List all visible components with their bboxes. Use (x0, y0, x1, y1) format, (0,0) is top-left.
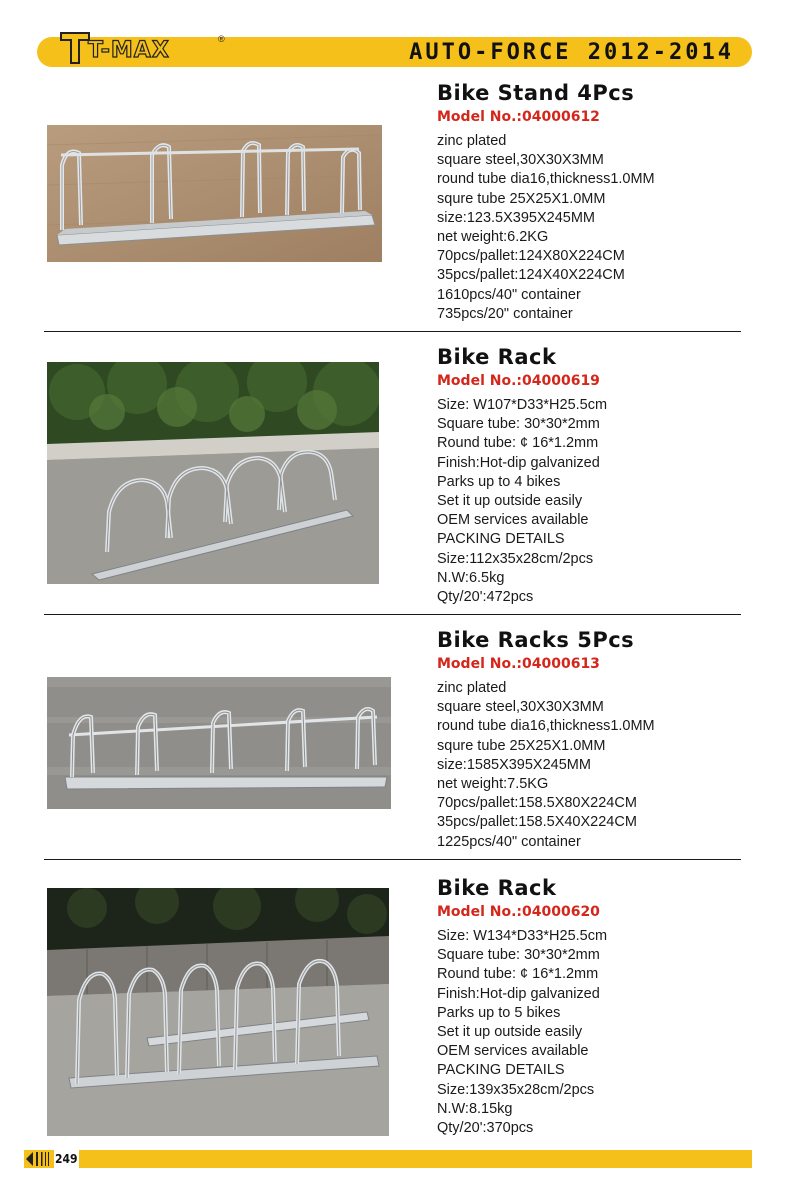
product-section (44, 80, 741, 325)
section-divider (44, 614, 741, 615)
spec-line: OEM services available (437, 512, 589, 529)
spec-line: squre tube 25X25X1.0MM (437, 737, 606, 754)
spec-line: N.W:6.5kg (437, 569, 505, 586)
spec-line: net weight:7.5KG (437, 776, 549, 793)
product-photo (47, 125, 382, 262)
product-info (437, 80, 655, 324)
registered-mark: ® (218, 34, 225, 44)
spec-line: size:123.5X395X245MM (437, 209, 595, 226)
spec-line: 70pcs/pallet:124X80X224CM (437, 248, 625, 265)
spec-line: PACKING DETAILS (437, 1062, 565, 1079)
spec-line: size:1585X395X245MM (437, 756, 591, 773)
spec-line: net weight:6.2KG (437, 229, 549, 246)
spec-line: 1610pcs/40" container (437, 286, 581, 303)
spec-line: 70pcs/pallet:158.5X80X224CM (437, 795, 637, 812)
spec-line: 735pcs/20" container (437, 305, 573, 322)
spec-line: N.W:8.15kg (437, 1100, 513, 1117)
spec-line: zinc plated (437, 680, 507, 696)
spec-line: round tube dia16,thickness1.0MM (437, 171, 655, 188)
spec-line: PACKING DETAILS (437, 531, 565, 548)
spec-line: squre tube 25X25X1.0MM (437, 190, 606, 207)
product-section (44, 627, 741, 857)
spec-line: Square tube: 30*30*2mm (437, 947, 600, 964)
spec-line: Size: W107*D33*H25.5cm (437, 397, 608, 413)
product-title: Bike Racks 5Pcs (437, 628, 635, 652)
spec-line: zinc plated (437, 133, 507, 149)
product-info (437, 875, 607, 1138)
product-section (44, 344, 741, 609)
spec-line: round tube dia16,thickness1.0MM (437, 718, 655, 735)
page-number: 249 (55, 1152, 78, 1166)
spec-line: Size: W134*D33*H25.5cm (437, 928, 608, 944)
product-title: Bike Rack (437, 876, 557, 900)
logo-text: T-MAX (88, 38, 170, 63)
product-photo (47, 677, 391, 809)
product-title: Bike Stand 4Pcs (437, 81, 635, 105)
spec-line: square steel,30X30X3MM (437, 699, 604, 716)
model-number: Model No.:04000619 (437, 373, 600, 389)
spec-line: Size:112x35x28cm/2pcs (437, 550, 594, 567)
spec-line: 1225pcs/40" container (437, 833, 581, 850)
spec-line: 35pcs/pallet:124X40X224CM (437, 267, 625, 284)
spec-line: Qty/20':472pcs (437, 589, 534, 606)
product-info (437, 344, 607, 607)
spec-line: Size:139x35x28cm/2pcs (437, 1081, 595, 1098)
model-number: Model No.:04000613 (437, 656, 600, 672)
spec-line: Qty/20':370pcs (437, 1120, 534, 1137)
spec-line: Finish:Hot-dip galvanized (437, 985, 600, 1002)
spec-line: Parks up to 5 bikes (437, 1004, 561, 1021)
section-divider (44, 859, 741, 860)
spec-line: 35pcs/pallet:158.5X40X224CM (437, 814, 637, 831)
spec-line: Set it up outside easily (437, 1024, 583, 1041)
spec-line: Square tube: 30*30*2mm (437, 416, 600, 433)
product-photo (47, 362, 379, 584)
section-divider (44, 331, 741, 332)
product-title: Bike Rack (437, 345, 557, 369)
spec-line: square steel,30X30X3MM (437, 152, 604, 169)
footer-bar (79, 1150, 752, 1168)
catalog-title: AUTO-FORCE 2012-2014 (409, 40, 734, 65)
model-number: Model No.:04000612 (437, 109, 600, 125)
product-info (437, 627, 655, 852)
spec-line: Set it up outside easily (437, 493, 583, 510)
spec-line: Finish:Hot-dip galvanized (437, 454, 600, 471)
product-photo (47, 888, 389, 1136)
product-section (44, 875, 741, 1140)
spec-line: Round tube: ¢ 16*1.2mm (437, 435, 599, 452)
spec-line: Parks up to 4 bikes (437, 473, 561, 490)
page-marker-icon (24, 1150, 54, 1168)
spec-line: Round tube: ¢ 16*1.2mm (437, 966, 599, 983)
spec-line: OEM services available (437, 1043, 589, 1060)
model-number: Model No.:04000620 (437, 904, 600, 920)
footer-tab (24, 1150, 54, 1168)
